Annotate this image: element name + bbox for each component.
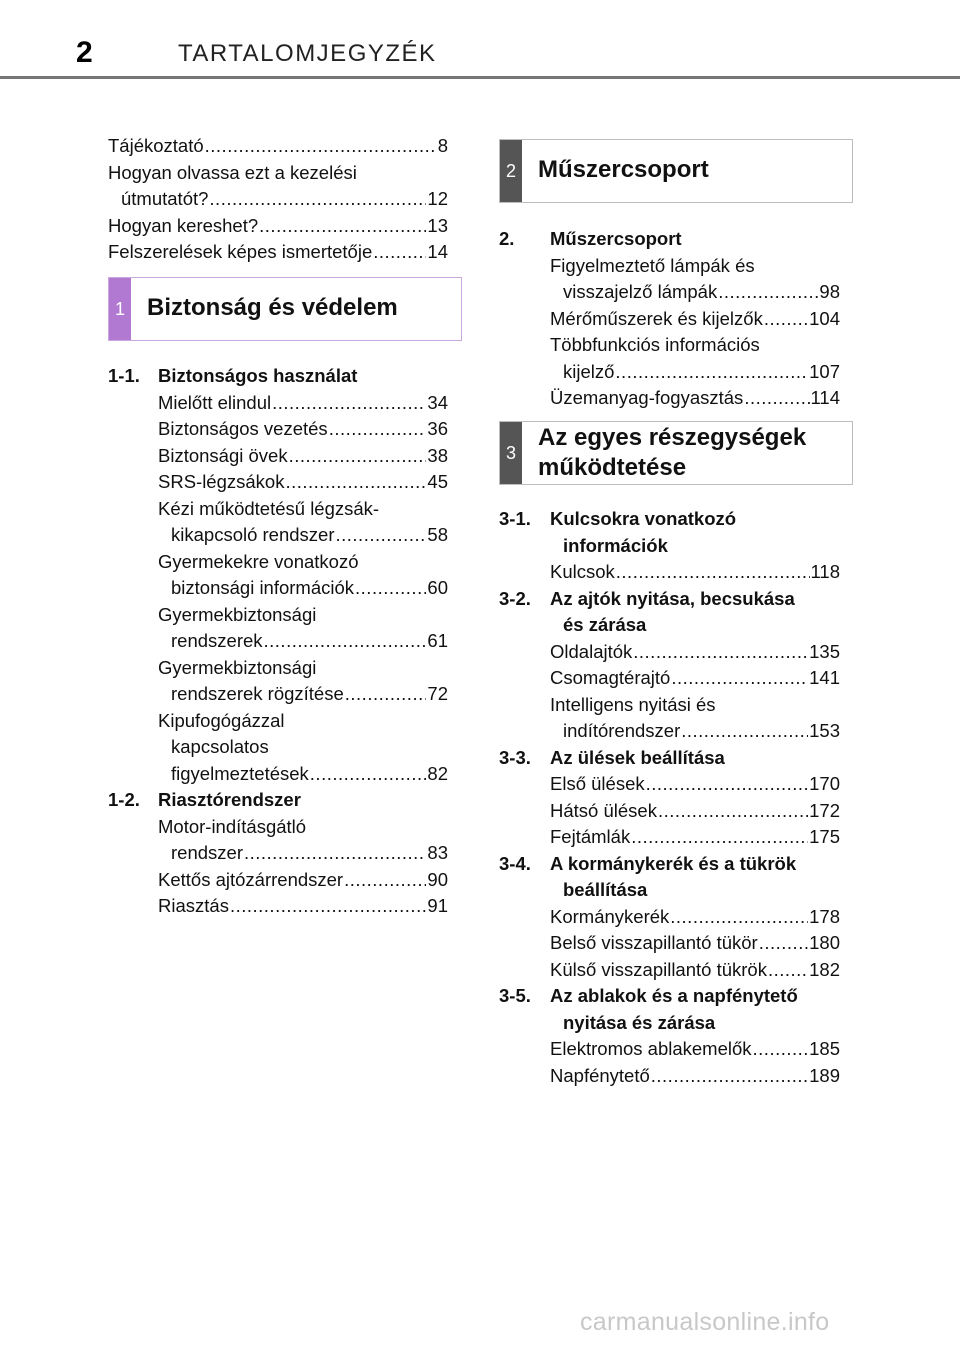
- toc-entry-row: [158, 575, 448, 602]
- dot-leader: [264, 628, 427, 655]
- dot-leader: [651, 1063, 808, 1090]
- page-ref: 60: [427, 577, 448, 598]
- toc-entry-text: Biztonságos vezetés: [158, 418, 328, 439]
- toc-entry-row: [550, 957, 840, 984]
- toc-entry-row: [158, 761, 448, 788]
- toc-entry[interactable]: [499, 559, 840, 586]
- toc-entry-text: rendszerek: [171, 630, 263, 651]
- toc-entry-text: Külső visszapillantó tükrök: [550, 958, 767, 980]
- page-ref: 90: [427, 868, 448, 890]
- toc-entry-text: figyelmeztetések: [171, 762, 309, 784]
- section-title-line: beállítása: [563, 879, 648, 900]
- dot-leader: [310, 761, 427, 788]
- toc-entry-text: kijelző: [563, 360, 615, 382]
- chapter-2-title: Műszercsoport: [538, 156, 709, 183]
- dot-leader: [289, 443, 427, 470]
- page-ref: 189: [809, 1064, 840, 1086]
- page-ref: 14: [427, 241, 448, 262]
- toc-entry-row: [158, 628, 448, 655]
- toc-entry-text: Mielőtt elindul: [158, 391, 272, 413]
- section-number: 2.: [499, 228, 515, 249]
- toc-entry-text: Gyermekekre vonatkozó: [158, 550, 359, 572]
- toc-entry-row: [550, 930, 840, 957]
- toc-entry-text: SRS-légzsákok: [158, 471, 285, 492]
- toc-entry[interactable]: [108, 239, 448, 266]
- toc-entry-text: Napfénytető: [550, 1064, 650, 1086]
- dot-leader: [681, 718, 808, 745]
- section-title-line: Az ülések beállítása: [550, 746, 725, 768]
- dot-leader: [373, 239, 426, 266]
- toc-entry-row: [550, 639, 840, 666]
- toc-entry-text: Kulcsok: [550, 561, 615, 582]
- dot-leader: [285, 469, 426, 496]
- toc-entry[interactable]: [499, 306, 840, 333]
- toc-entry[interactable]: [499, 930, 840, 957]
- toc-entry[interactable]: [499, 639, 840, 666]
- section-title: [550, 745, 725, 772]
- page-ref: 185: [809, 1038, 840, 1059]
- toc-entry-row: [108, 239, 448, 266]
- chapter-3-contents: [499, 506, 840, 1089]
- toc-entry-row: [550, 798, 840, 825]
- chapter-3-title-line: Az egyes részegységek: [538, 424, 807, 451]
- dot-leader: [768, 957, 808, 984]
- section-number: 3-4.: [499, 852, 531, 874]
- toc-entry[interactable]: [108, 469, 448, 496]
- toc-entry-text: indítórendszer: [563, 720, 681, 741]
- page-ref: 61: [427, 630, 448, 651]
- page-ref: 13: [427, 214, 448, 236]
- page-ref: 118: [810, 561, 840, 582]
- toc-entry-row: [550, 1063, 840, 1090]
- toc-entry-text: Hogyan kereshet?: [108, 214, 259, 236]
- front-matter-list: [108, 133, 448, 266]
- toc-entry[interactable]: [499, 824, 840, 851]
- dot-leader: [753, 1036, 809, 1063]
- page-header: [0, 0, 960, 80]
- toc-entry-row: [550, 665, 840, 692]
- toc-entry-text: Gyermekbiztonsági: [158, 656, 317, 678]
- section-title: [550, 851, 796, 904]
- toc-entry-row: [550, 824, 840, 851]
- toc-entry[interactable]: [499, 1063, 840, 1090]
- dot-leader: [615, 359, 808, 386]
- toc-entry-text: Tájékoztató: [108, 135, 204, 156]
- section-number: 3-2.: [499, 587, 531, 609]
- dot-leader: [718, 279, 818, 306]
- toc-entry-row: [108, 133, 448, 160]
- page-ref: 178: [809, 905, 840, 927]
- toc-entry[interactable]: [108, 708, 448, 788]
- toc-entry-text: Kézi működtetésű légzsák-: [158, 497, 380, 519]
- toc-entry-text: Fejtámlák: [550, 826, 631, 847]
- toc-entry[interactable]: [499, 798, 840, 825]
- section-heading[interactable]: [499, 745, 840, 772]
- toc-entry[interactable]: [108, 602, 448, 655]
- toc-entry[interactable]: [108, 549, 448, 602]
- toc-entry-text: Figyelmeztető lámpák és: [550, 254, 755, 276]
- toc-entry[interactable]: [499, 332, 840, 385]
- page-ref: 12: [427, 188, 448, 209]
- section-number: 1-1.: [108, 365, 140, 386]
- chapter-1-title: Biztonság és védelem: [147, 294, 398, 321]
- section-number: 3-1.: [499, 508, 531, 529]
- section-number: 3-5.: [499, 985, 531, 1006]
- page-ref: 141: [809, 667, 840, 688]
- page-ref: 36: [427, 418, 448, 439]
- toc-entry-row: [108, 186, 448, 213]
- toc-entry-text: Gyermekbiztonsági: [158, 603, 317, 625]
- page-number: 2: [76, 36, 93, 69]
- chapter-3-list: [499, 506, 840, 1089]
- toc-entry-text: Többfunkciós információs: [550, 334, 760, 355]
- section-number: 3-3.: [499, 746, 531, 768]
- section-title-line: nyitása és zárása: [563, 1011, 716, 1033]
- toc-entry[interactable]: [108, 213, 448, 240]
- chapter-3-header[interactable]: [499, 421, 853, 485]
- chapter-3-tab: 3: [500, 422, 522, 484]
- section-heading[interactable]: [499, 506, 840, 559]
- toc-entry[interactable]: [108, 390, 448, 417]
- page-ref: 8: [437, 135, 448, 156]
- page-ref: 83: [427, 842, 448, 863]
- toc-entry-row: [158, 416, 448, 443]
- section-title-line: Kulcsokra vonatkozó: [550, 508, 737, 529]
- page-ref: 45: [427, 471, 448, 492]
- toc-entry-text: Oldalajtók: [550, 640, 633, 662]
- chapter-2-header[interactable]: [499, 139, 853, 203]
- dot-leader: [646, 771, 809, 798]
- page-ref: 34: [427, 391, 448, 413]
- toc-entry-row: [550, 385, 840, 412]
- page-title: TARTALOMJEGYZÉK: [178, 40, 437, 67]
- toc-entry-row: [158, 469, 448, 496]
- page-ref: 91: [427, 895, 448, 916]
- chapter-1-header[interactable]: [108, 277, 462, 341]
- dot-leader: [671, 665, 808, 692]
- page-ref: 82: [427, 762, 448, 784]
- toc-entry[interactable]: [108, 496, 448, 549]
- dot-leader: [670, 904, 808, 931]
- page-ref: 107: [809, 360, 840, 382]
- toc-entry-row: [158, 522, 448, 549]
- section-title: [158, 363, 357, 390]
- section-title: [550, 506, 736, 559]
- page-ref: 170: [809, 773, 840, 794]
- section-title-line: Az ajtók nyitása, becsukása: [550, 587, 795, 609]
- page-ref: 104: [809, 307, 840, 329]
- dot-leader: [329, 416, 427, 443]
- page-ref: 172: [809, 799, 840, 821]
- page-ref: 180: [809, 932, 840, 953]
- toc-entry-text: kikapcsoló rendszer: [171, 524, 335, 545]
- watermark: carmanualsonline.info: [580, 1308, 830, 1336]
- section-title: [550, 586, 795, 639]
- section-title-line: Az ablakok és a napfénytető: [550, 985, 798, 1006]
- toc-entry[interactable]: [108, 893, 448, 920]
- toc-left-column: [108, 133, 448, 266]
- dot-leader: [633, 639, 808, 666]
- page-ref: 72: [427, 683, 448, 704]
- page-ref: 153: [809, 720, 840, 741]
- toc-entry[interactable]: [108, 655, 448, 708]
- chapter-2-tab: 2: [500, 140, 522, 202]
- toc-entry-text: kapcsolatos: [171, 736, 269, 757]
- toc-entry-row: [108, 213, 448, 240]
- dot-leader: [209, 186, 426, 213]
- toc-entry-row: [158, 867, 448, 894]
- dot-leader: [272, 390, 426, 417]
- section-title-line: Riasztórendszer: [158, 789, 301, 810]
- section-title-line: információk: [563, 534, 668, 556]
- toc-entry-text: Kormánykerék: [550, 905, 670, 927]
- section-heading[interactable]: [108, 787, 448, 814]
- toc-entry-row: [550, 306, 840, 333]
- section-title-line: és zárása: [563, 614, 647, 635]
- toc-entry[interactable]: [108, 814, 448, 867]
- section-title: [550, 983, 798, 1036]
- page-ref: 58: [427, 524, 448, 545]
- toc-entry-text: Hátsó ülések: [550, 799, 657, 821]
- section-heading[interactable]: [499, 226, 840, 253]
- section-heading[interactable]: [108, 363, 448, 390]
- page-ref: 114: [810, 387, 840, 408]
- chapter-1-tab: 1: [109, 278, 131, 340]
- toc-entry[interactable]: [499, 385, 840, 412]
- toc-entry-text: visszajelző lámpák: [563, 281, 718, 302]
- toc-entry-text: Riasztás: [158, 895, 229, 916]
- toc-entry-text: Csomagtérajtó: [550, 667, 671, 688]
- toc-entry-text: Üzemanyag-fogyasztás: [550, 387, 744, 408]
- dot-leader: [336, 522, 427, 549]
- toc-entry-text: Belső visszapillantó tükör: [550, 932, 758, 953]
- toc-entry-text: rendszerek rögzítése: [171, 683, 344, 704]
- toc-entry-row: [158, 681, 448, 708]
- toc-entry[interactable]: [499, 253, 840, 306]
- toc-entry-text: Mérőműszerek és kijelzők: [550, 307, 763, 329]
- section-title-line: A kormánykerék és a tükrök: [550, 852, 797, 874]
- toc-entry-text: rendszer: [171, 842, 243, 863]
- toc-entry-row: [158, 390, 448, 417]
- toc-entry-row: [550, 359, 840, 386]
- dot-leader: [244, 840, 426, 867]
- section-title: [158, 787, 301, 814]
- page-ref: 98: [819, 281, 840, 302]
- toc-entry[interactable]: [499, 904, 840, 931]
- section-title: [550, 226, 682, 253]
- toc-entry-text: Hogyan olvassa ezt a kezelési: [108, 161, 357, 183]
- section-heading[interactable]: [499, 983, 840, 1036]
- dot-leader: [631, 824, 808, 851]
- toc-entry[interactable]: [108, 160, 448, 213]
- toc-entry[interactable]: [499, 665, 840, 692]
- toc-entry-row: [550, 904, 840, 931]
- dot-leader: [764, 306, 808, 333]
- toc-entry[interactable]: [499, 957, 840, 984]
- toc-entry-text: Biztonsági övek: [158, 444, 288, 466]
- toc-entry-row: [550, 279, 840, 306]
- toc-entry[interactable]: [108, 443, 448, 470]
- toc-entry[interactable]: [108, 416, 448, 443]
- toc-entry-row: [550, 1036, 840, 1063]
- dot-leader: [205, 133, 437, 160]
- toc-entry-row: [550, 718, 840, 745]
- dot-leader: [259, 213, 426, 240]
- toc-entry[interactable]: [108, 867, 448, 894]
- toc-entry-text: Felszerelések képes ismertetője: [108, 241, 373, 262]
- toc-entry-text: Intelligens nyitási és: [550, 693, 716, 715]
- dot-leader: [658, 798, 808, 825]
- chapter-2-contents: [499, 226, 840, 412]
- toc-entry-text: Kipufogógázzal: [158, 709, 285, 731]
- dot-leader: [744, 385, 809, 412]
- page-ref: 38: [427, 444, 448, 466]
- toc-entry[interactable]: [499, 1036, 840, 1063]
- header-divider: [0, 76, 960, 79]
- toc-entry[interactable]: [499, 771, 840, 798]
- chapter-1-contents: [108, 363, 448, 920]
- page-ref: 135: [809, 640, 840, 662]
- toc-entry-text: Elektromos ablakemelők: [550, 1038, 752, 1059]
- toc-entry-row: [550, 559, 840, 586]
- toc-entry-text: Első ülések: [550, 773, 645, 794]
- toc-entry-row: [158, 893, 448, 920]
- toc-entry-text: Kettős ajtózárrendszer: [158, 868, 344, 890]
- toc-entry-text: Motor-indításgátló: [158, 815, 307, 837]
- page-ref: 182: [809, 958, 840, 980]
- section-number: 1-2.: [108, 789, 140, 810]
- dot-leader: [759, 930, 808, 957]
- section-title-line: Műszercsoport: [550, 228, 682, 249]
- chapter-3-title-line: működtetése: [538, 454, 687, 481]
- toc-entry-row: [158, 443, 448, 470]
- toc-entry-text: útmutatót?: [121, 188, 209, 209]
- toc-entry-row: [550, 771, 840, 798]
- toc-entry-text: biztonsági információk: [171, 577, 355, 598]
- chapter-1-list: [108, 363, 448, 920]
- section-heading[interactable]: [499, 851, 840, 904]
- page-ref: 175: [809, 826, 840, 847]
- dot-leader: [344, 867, 426, 894]
- section-title-line: Biztonságos használat: [158, 365, 358, 386]
- chapter-3-title: [538, 423, 806, 483]
- toc-entry[interactable]: [499, 692, 840, 745]
- section-heading[interactable]: [499, 586, 840, 639]
- toc-entry-row: [158, 840, 448, 867]
- dot-leader: [345, 681, 427, 708]
- dot-leader: [355, 575, 426, 602]
- dot-leader: [230, 893, 426, 920]
- dot-leader: [616, 559, 810, 586]
- toc-entry[interactable]: [108, 133, 448, 160]
- chapter-2-list: [499, 226, 840, 412]
